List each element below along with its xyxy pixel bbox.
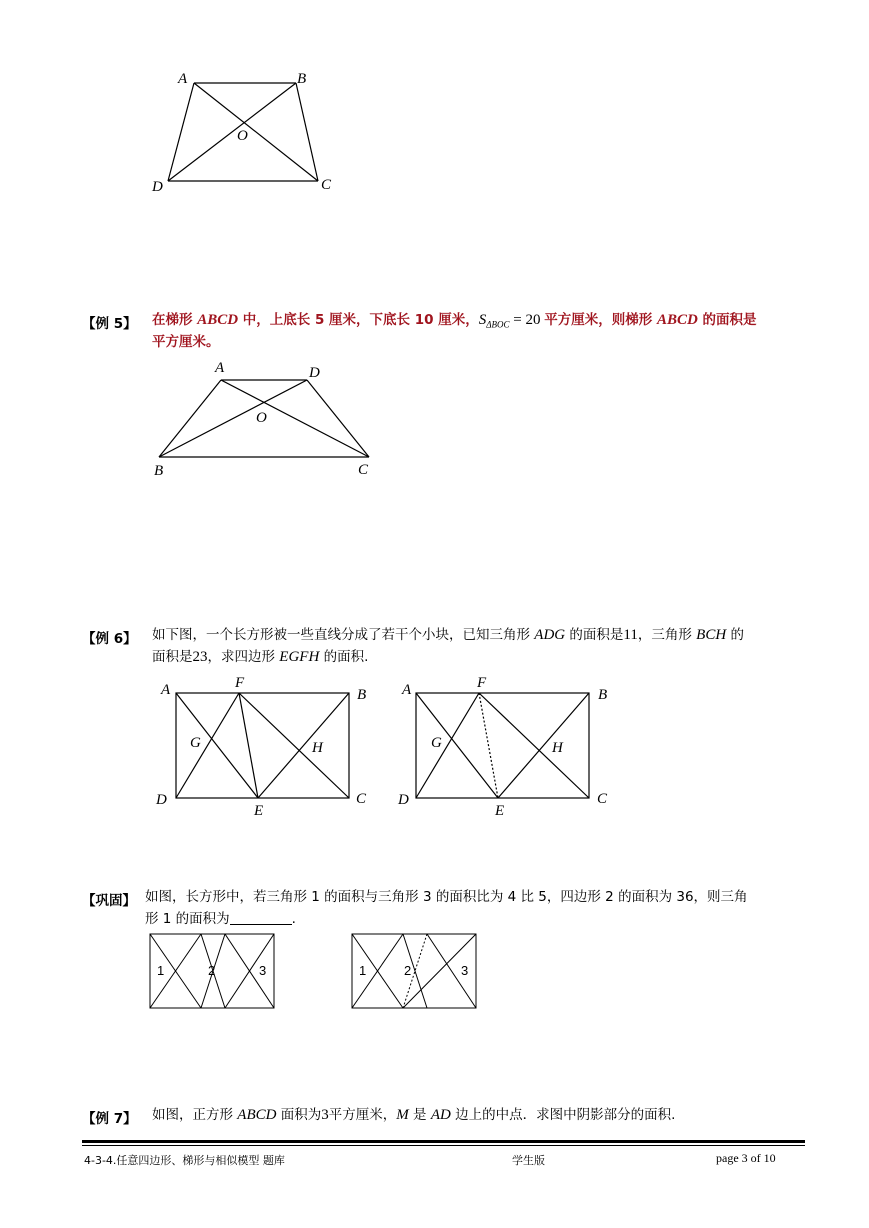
fig2-label-f: F	[477, 675, 487, 691]
label-c: C	[321, 177, 332, 193]
ex5-label-a: A	[215, 360, 225, 376]
example5-text-line2: 平方厘米。	[152, 334, 220, 350]
cfig1-label-1: 1	[157, 963, 165, 978]
footer-center: 学生版	[512, 1154, 545, 1167]
fig2-label-e: E	[495, 803, 505, 819]
footer-rule-thin	[82, 1145, 805, 1146]
fig1-label-e: E	[254, 803, 264, 819]
footer-left: 4-3-4.任意四边形、梯形与相似模型 题库	[84, 1154, 285, 1167]
fig1-label-d: D	[156, 792, 167, 808]
fig2-label-h: H	[552, 740, 563, 756]
cfig1-label-2: 2	[208, 963, 216, 978]
fig1-label-h: H	[312, 740, 323, 756]
fig1-label-f: F	[235, 675, 245, 691]
area-symbol: S	[478, 312, 487, 328]
example7-tag: 【例 7】	[82, 1111, 137, 1127]
fig2-label-a: A	[402, 682, 412, 698]
label-d: D	[152, 179, 163, 195]
example5-tag: 【例 5】	[82, 316, 137, 332]
fig1-label-g: G	[190, 735, 201, 751]
label-a: A	[178, 71, 188, 87]
fig2-label-b: B	[598, 687, 608, 703]
label-b: B	[297, 71, 307, 87]
example6-text-line2: 面积是23，求四边形 EGFH 的面积.	[152, 649, 369, 665]
fig2-label-c: C	[597, 791, 608, 807]
cfig2-label-3: 3	[461, 963, 469, 978]
fig1-label-b: B	[357, 687, 367, 703]
fig2-label-g: G	[431, 735, 442, 751]
example6-tag: 【例 6】	[82, 631, 137, 647]
trapezoid-figure-example5	[150, 365, 390, 485]
fig1-label-c: C	[356, 791, 367, 807]
answer-blank	[230, 910, 292, 925]
cfig1-label-3: 3	[259, 963, 267, 978]
example6-text: 如下图，一个长方形被一些直线分成了若干个小块，已知三角形 ADG 的面积是11，三角形 BCH 的	[152, 627, 744, 643]
example5-text: 在梯形 ABCD 中，上底长 5 厘米，下底长 10 厘米，$S_{\Delta BOC} = 20$ 平方厘米，则梯形 ABCD 的面积是	[152, 312, 757, 330]
label-o: O	[237, 128, 248, 144]
footer-page-number: page 3 of 10	[716, 1151, 776, 1165]
example7-text: 如图，正方形 ABCD 面积为3平方厘米，M 是 AD 边上的中点．求图中阴影部分的面积.	[152, 1107, 676, 1123]
cfig2-label-2: 2	[404, 963, 412, 978]
ex5-label-c: C	[358, 462, 369, 478]
consolidate-tag: 【巩固】	[82, 893, 136, 909]
ex5-label-b: B	[154, 463, 164, 479]
consolidate-text-line2: 形 1 的面积为 .	[145, 911, 296, 927]
fig1-label-a: A	[161, 682, 171, 698]
consolidate-text: 如图，长方形中，若三角形 1 的面积与三角形 3 的面积比为 4 比 5，四边形 2 的面积为 36，则三角	[145, 889, 748, 905]
trapezoid-figure-top	[150, 70, 350, 200]
cfig2-label-1: 1	[359, 963, 367, 978]
ex5-label-d: D	[309, 365, 320, 381]
fig2-label-d: D	[398, 792, 409, 808]
ex5-label-o: O	[256, 410, 267, 426]
footer-rule-thick	[82, 1140, 805, 1143]
